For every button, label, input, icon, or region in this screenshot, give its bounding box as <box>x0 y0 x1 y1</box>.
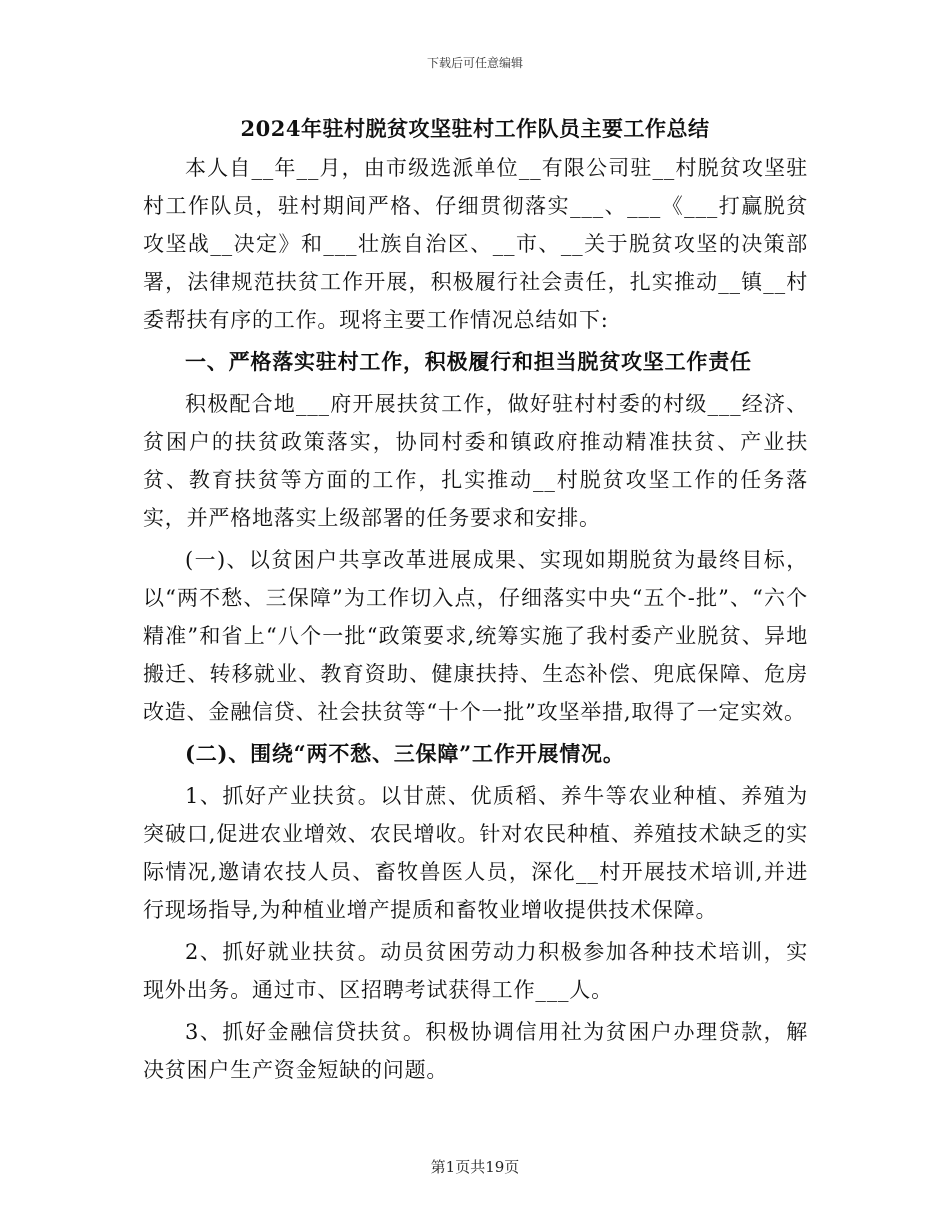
paragraph: (一)、以贫困户共享改革进展成果、实现如期脱贫为最终目标，以“两不愁、三保障”为工作切入点，仔细落实中央“五个-批”、“六个精准”和省上“八个一批“政策要求,统筹实施了我村委产业脱贫、异地搬迁、转移就业、教育资助、健康扶持、生态补偿、兜底保障、危房改造、金融信贷、社会扶贫等“十个一批”攻坚举措,取得了一定实效。 <box>143 548 808 724</box>
header-note: 下载后可任意编辑 <box>426 56 523 70</box>
subsection-heading-2: (二)、围绕“两不愁、三保障”工作开展情况。 <box>185 741 625 766</box>
page-number: 第1页共19页 <box>430 1158 520 1176</box>
document-title: 2024年驻村脱贫攻坚驻村工作队员主要工作总结 <box>240 116 710 141</box>
paragraph: 积极配合地___府开展扶贫工作，做好驻村村委的村级___经济、贫困户的扶贫政策落实，协同村委和镇政府推动精准扶贫、产业扶贫、教育扶贫等方面的工作，扎实推动__村脱贫攻坚工作的任务落实，并严格地落实上级部署的任务要求和安排。 <box>143 392 808 530</box>
intro-paragraph: 本人自__年__月，由市级选派单位__有限公司驻__村脱贫攻坚驻村工作队员，驻村期间严格、仔细贯彻落实___、___《___打赢脱贫攻坚战__决定》和___壮族自治区、__市、__关于脱贫攻坚的决策部署，法律规范扶贫工作开展，积极履行社会责任，扎实推动__镇__村委帮扶有序的工作。现将主要工作情况总结如下: <box>143 156 808 332</box>
paragraph: 3、抓好金融信贷扶贫。积极协调信用社为贫困户办理贷款，解决贫困户生产资金短缺的问题。 <box>143 1020 808 1082</box>
paragraph: 2、抓好就业扶贫。动员贫困劳动力积极参加各种技术培训，实现外出务。通过市、区招聘考试获得工作___人。 <box>143 940 808 1002</box>
paragraph: 1、抓好产业扶贫。以甘蔗、优质稻、养牛等农业种植、养殖为突破口,促进农业增效、农民增收。针对农民种植、养殖技术缺乏的实际情况,邀请农技人员、畜牧兽医人员，深化__村开展技术培训,并进行现场指导,为种植业增产提质和畜牧业增收提供技术保障。 <box>143 784 808 922</box>
document-body <box>143 149 808 1093</box>
section-heading-1: 一、严格落实驻村工作，积极履行和担当脱贫攻坚工作责任 <box>185 349 752 374</box>
